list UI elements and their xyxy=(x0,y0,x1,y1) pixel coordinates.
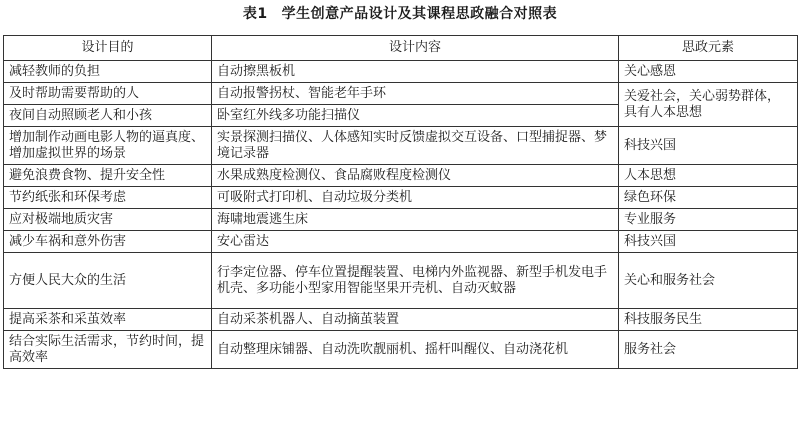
purpose-cell: 减少车祸和意外伤害 xyxy=(4,231,212,253)
element-cell: 科技兴国 xyxy=(619,127,798,165)
content-cell: 可吸附式打印机、自动垃圾分类机 xyxy=(212,187,619,209)
table-row xyxy=(4,165,798,187)
table-row xyxy=(4,61,798,83)
table-title: 学生创意产品设计及其课程思政融合对照表 xyxy=(281,6,558,22)
column-header-purpose: 设计目的 xyxy=(4,36,212,61)
element-cell: 关爱社会，关心弱势群体，具有人本思想 xyxy=(619,83,798,127)
purpose-cell: 避免浪费食物、提升安全性 xyxy=(4,165,212,187)
comparison-table xyxy=(3,35,798,369)
purpose-cell: 方便人民大众的生活 xyxy=(4,253,212,309)
content-cell: 自动擦黑板机 xyxy=(212,61,619,83)
purpose-cell: 提高采茶和采茧效率 xyxy=(4,309,212,331)
element-cell: 科技兴国 xyxy=(619,231,798,253)
element-cell: 科技服务民生 xyxy=(619,309,798,331)
table-row xyxy=(4,331,798,369)
element-cell: 绿色环保 xyxy=(619,187,798,209)
content-cell: 自动整理床铺器、自动洗吹靓丽机、摇杆叫醒仪、自动浇花机 xyxy=(212,331,619,369)
content-cell: 行李定位器、停车位置提醒装置、电梯内外监视器、新型手机发电手机壳、多功能小型家用智能坚果开壳机、自动灭蚊器 xyxy=(212,253,619,309)
table-header-row xyxy=(4,36,798,61)
table-row xyxy=(4,83,798,105)
purpose-cell: 节约纸张和环保考虑 xyxy=(4,187,212,209)
table-row xyxy=(4,231,798,253)
table-row xyxy=(4,209,798,231)
table-row xyxy=(4,309,798,331)
purpose-cell: 减轻教师的负担 xyxy=(4,61,212,83)
column-header-content: 设计内容 xyxy=(212,36,619,61)
element-cell: 关心感恩 xyxy=(619,61,798,83)
element-cell: 关心和服务社会 xyxy=(619,253,798,309)
table-number: 表1 xyxy=(242,6,268,22)
purpose-cell: 结合实际生活需求，节约时间，提高效率 xyxy=(4,331,212,369)
purpose-cell: 增加制作动画电影人物的逼真度、增加虚拟世界的场景 xyxy=(4,127,212,165)
column-header-element: 思政元素 xyxy=(619,36,798,61)
element-cell: 服务社会 xyxy=(619,331,798,369)
purpose-cell: 应对极端地质灾害 xyxy=(4,209,212,231)
table-row xyxy=(4,187,798,209)
element-cell: 人本思想 xyxy=(619,165,798,187)
element-cell: 专业服务 xyxy=(619,209,798,231)
table-row xyxy=(4,253,798,309)
content-cell: 自动报警拐杖、智能老年手环 xyxy=(212,83,619,105)
content-cell: 海啸地震逃生床 xyxy=(212,209,619,231)
table-caption xyxy=(0,3,800,23)
content-cell: 实景探测扫描仪、人体感知实时反馈虚拟交互设备、口型捕捉器、梦境记录器 xyxy=(212,127,619,165)
content-cell: 水果成熟度检测仪、食品腐败程度检测仪 xyxy=(212,165,619,187)
table-row xyxy=(4,127,798,165)
content-cell: 安心雷达 xyxy=(212,231,619,253)
purpose-cell: 夜间自动照顾老人和小孩 xyxy=(4,105,212,127)
content-cell: 自动采茶机器人、自动摘茧装置 xyxy=(212,309,619,331)
content-cell: 卧室红外线多功能扫描仪 xyxy=(212,105,619,127)
purpose-cell: 及时帮助需要帮助的人 xyxy=(4,83,212,105)
